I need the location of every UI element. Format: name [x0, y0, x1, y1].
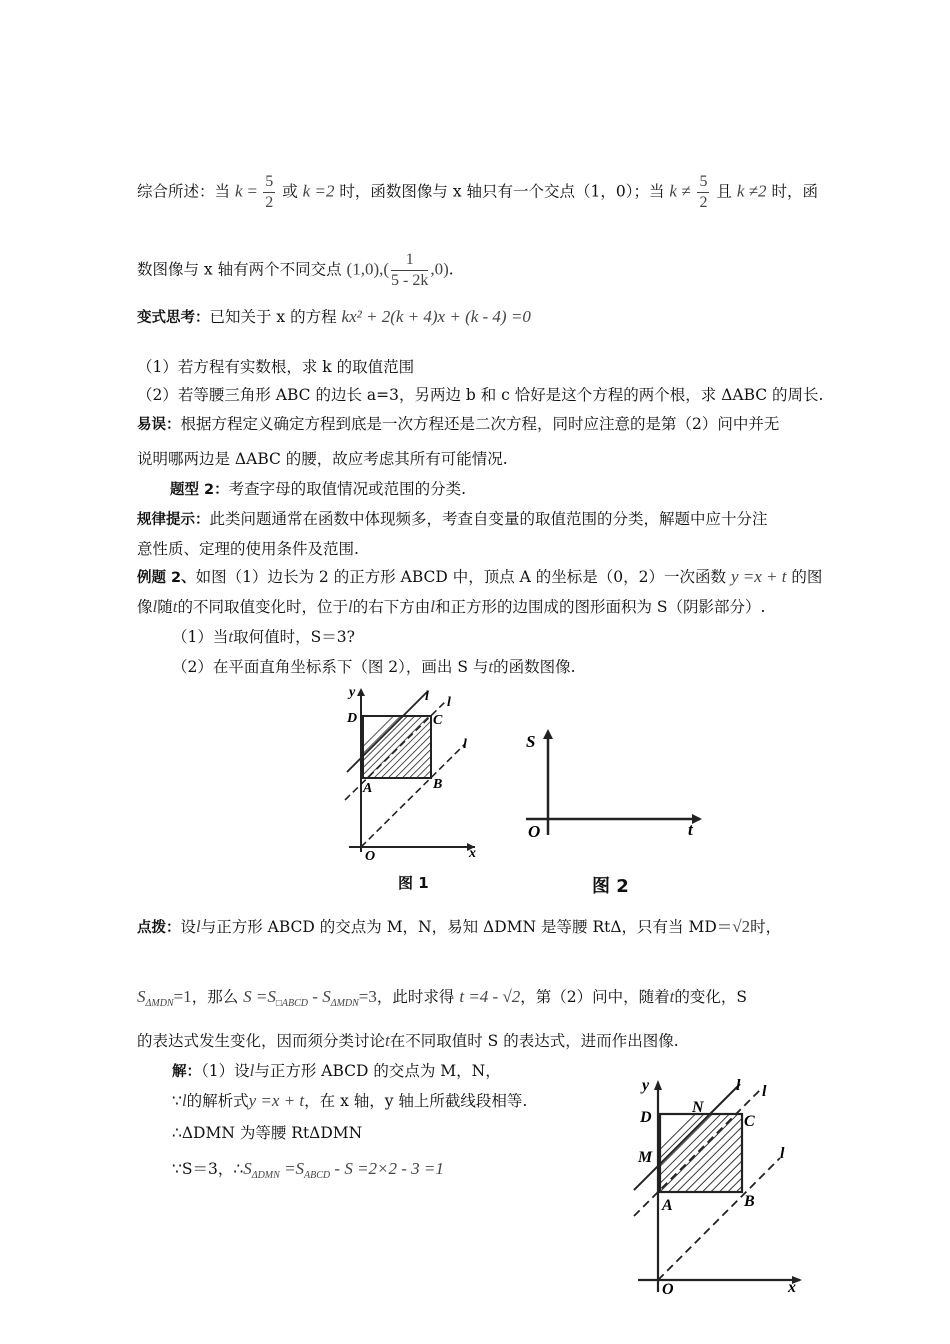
label-n-3: N	[692, 1099, 704, 1116]
mistake-line-2: 说明哪两边是 ΔABC 的腰，故应考虑其所有可能情况.	[137, 450, 508, 468]
figure-1-diagram	[335, 682, 485, 862]
summary-line-1: 综合所述：当 k = $\frac{5}{2}$ 或 k =2 时，函数图像与 x 轴只有一个交点（1，0）；当 k ≠ $\frac{5}{2}$ 且 k ≠2 时，函	[137, 173, 818, 211]
label-l-sol-2: l	[762, 1083, 767, 1100]
label-l-1: l	[425, 689, 429, 704]
hint-line-3: 的表达式发生变化，因而须分类讨论t在不同取值时 S 的表达式，进而作出图像.	[137, 1031, 679, 1050]
fraction-1-over-5-2k: $\frac{1}{5 - 2k}$	[391, 251, 429, 289]
type2-heading: 题型 2：考查字母的取值情况或范围的分类.	[170, 480, 467, 498]
label-c-3: C	[744, 1113, 755, 1130]
label-o-3: O	[662, 1281, 674, 1298]
fraction-5-2-b: $\frac{5}{2}$	[699, 173, 708, 211]
label-y-3: y	[642, 1077, 650, 1094]
label-b-3: B	[744, 1193, 755, 1210]
variant-q2: （2）若等腰三角形 ABC 的边长 a=3，另两边 b 和 c 恰好是这个方程的两个根，求 ΔABC 的周长.	[137, 386, 824, 404]
example-q2: （2）在平面直角坐标系下（图 2），画出 S 与t的函数图像.	[172, 657, 576, 676]
label-a-3: A	[662, 1197, 673, 1214]
example-line-1: 例题 2、如图（1）边长为 2 的正方形 ABCD 中，顶点 A 的坐标是（0，2）一次函数 y =x + t 的图	[137, 567, 823, 586]
solution-line-4: ∵S＝3，$\therefore S_{\Delta DMN} =S_{ABCD} - S =2\times 2 - 3 =1$	[172, 1159, 444, 1181]
mistake-line-1: 易误：根据方程定义确定方程到底是一次方程还是二次方程，同时应注意的是第（2）问中并无	[137, 415, 780, 433]
figure-3-diagram	[620, 1070, 810, 1300]
rule-line-2: 意性质、定理的使用条件及范围.	[137, 540, 359, 558]
label-t: t	[688, 820, 693, 839]
label-x: x	[469, 846, 476, 861]
label-o: O	[365, 849, 376, 862]
summary-line-2: 数图像与 x 轴有两个不同交点 (1,0),( $\frac{1}{5 - 2k}$ ,0).	[137, 251, 454, 289]
figure-1-caption: 图 1	[398, 874, 429, 892]
label-l-sol-1: l	[736, 1077, 741, 1094]
hint-line-2: $S_{\Delta MDN}=1$，那么 $S =S_{□ABCD} - S_{\Delta MDN}=3$，此时求得 t =4 - √2，第（2）问中，随着t的变化，S	[137, 987, 748, 1009]
fraction-5-2: $\frac{5}{2}$	[265, 173, 274, 211]
solution-line-1: 解：（1）设l与正方形 ABCD 的交点为 M，N，	[172, 1061, 501, 1080]
label-l-2: l	[447, 695, 451, 710]
label-c: C	[433, 713, 443, 728]
label-b: B	[433, 777, 443, 792]
label-s: S	[526, 732, 536, 751]
label-l-3: l	[463, 737, 467, 752]
label-x-3: x	[788, 1279, 796, 1296]
label-a: A	[363, 781, 373, 796]
solution-line-2: ∵l的解析式y =x + t，在 x 轴，y 轴上所截线段相等.	[172, 1091, 528, 1110]
rule-line-1: 规律提示：此类问题通常在函数中体现频多，考查自变量的取值范围的分类，解题中应十分注	[137, 510, 768, 528]
hint-line-1: 点拨：设l与正方形 ABCD 的交点为 M，N，易知 ΔDMN 是等腰 RtΔ，只有当 MD＝√2时，	[137, 917, 782, 936]
solution-line-3: ∴ΔDMN 为等腰 RtΔDMN	[172, 1124, 363, 1142]
label-d: D	[347, 711, 358, 726]
figure-2-diagram	[520, 725, 710, 845]
example-q1: （1）当t取何值时，S＝3?	[172, 627, 355, 646]
label-l-sol-3: l	[780, 1145, 785, 1162]
variant-heading: 变式思考：已知关于 x 的方程 kx² + 2(k + 4)x + (k - 4) =0	[137, 307, 531, 326]
variant-q1: （1）若方程有实数根，求 k 的取值范围	[137, 358, 415, 376]
label-o-2: O	[528, 822, 541, 841]
figure-2-caption: 图 2	[592, 876, 629, 897]
label-m-3: M	[638, 1149, 653, 1166]
example-line-2: 像l随t的不同取值变化时，位于l的右下方由l和正方形的边围成的图形面积为 S（阴影部分）.	[137, 597, 766, 616]
label-d-3: D	[640, 1109, 652, 1126]
label-y: y	[349, 685, 356, 700]
